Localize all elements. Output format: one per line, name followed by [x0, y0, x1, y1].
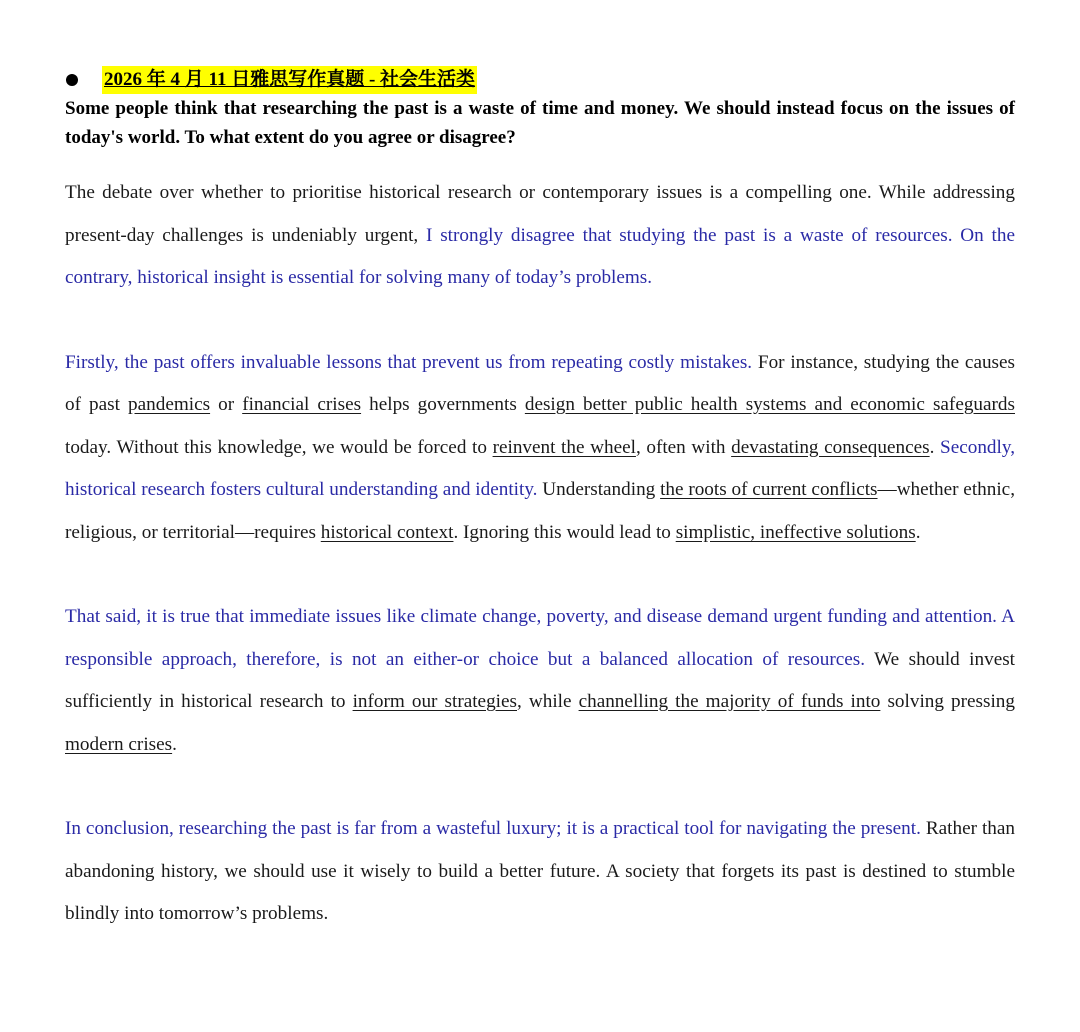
- essay-document: [65, 66, 1015, 936]
- body1-text: helps governments: [361, 394, 525, 415]
- bullet-icon: [66, 74, 78, 86]
- paragraph-body-1: [65, 342, 1015, 555]
- body2-text: .: [172, 733, 177, 755]
- highlight-phrase: historical context: [320, 521, 454, 543]
- topic-sentence-2: Secondly, historical research fosters cultural understanding and identity.: [65, 436, 1015, 500]
- paragraph-introduction: [65, 172, 1015, 300]
- essay-title: 2026 年 4 月 11 日雅思写作真题 - 社会生活类: [102, 66, 477, 94]
- body1-text: .: [915, 521, 921, 543]
- highlight-phrase: the roots of current conflicts: [660, 479, 878, 500]
- paragraph-conclusion: [65, 808, 1015, 936]
- topic-sentence-3: That said, it is true that immediate issues like climate change, poverty, and disease demand urgent funding and attention. A responsible approach, therefore, is not an either-or choice but a balanced allocation of resources.: [65, 606, 1015, 670]
- highlight-phrase: pandemics: [128, 394, 211, 415]
- body2-text: We should invest sufficiently in historical research to: [65, 648, 1016, 712]
- highlight-phrase: simplistic, ineffective solutions: [675, 521, 916, 543]
- highlight-phrase: channelling the majority of funds into: [578, 691, 881, 712]
- body2-text: , while: [517, 691, 579, 712]
- title-line: [65, 66, 1015, 94]
- body1-text: Understanding: [537, 479, 661, 500]
- highlight-phrase: modern crises: [65, 733, 173, 755]
- conclusion-text: Rather than abandoning history, we should use it wisely to build a better future. A society that forgets its past is destined to stumble blindly into tomorrow’s problems.: [65, 818, 1015, 924]
- highlight-phrase: financial crises: [242, 394, 362, 415]
- body1-text: For instance, studying the causes of past: [65, 351, 1016, 415]
- essay-question: Some people think that researching the past is a waste of time and money. We should instead focus on the issues of today's world. To what extent do you agree or disagree?: [65, 98, 1015, 148]
- highlight-phrase: reinvent the wheel: [492, 436, 636, 458]
- body1-text: . Ignoring this would lead to: [453, 521, 676, 543]
- body1-text: , often with: [635, 436, 732, 458]
- intro-thesis: I strongly disagree that studying the past is a waste of resources. On the contrary, historical insight is essential for solving many of today’s problems.: [65, 224, 1015, 288]
- highlight-phrase: inform our strategies: [352, 691, 517, 712]
- topic-sentence-1: Firstly, the past offers invaluable lessons that prevent us from repeating costly mistakes.: [65, 351, 753, 373]
- body1-text: .: [929, 436, 941, 458]
- body1-text: today. Without this knowledge, we would be forced to: [65, 436, 493, 458]
- body1-text: —whether ethnic, religious, or territorial—requires: [65, 479, 1015, 543]
- body1-text: or: [210, 394, 243, 415]
- paragraph-body-2: [65, 596, 1015, 766]
- body2-text: solving pressing: [880, 691, 1015, 712]
- conclusion-thesis: In conclusion, researching the past is far from a wasteful luxury; it is a practical tool for navigating the present.: [65, 818, 921, 839]
- intro-text: The debate over whether to prioritise historical research or contemporary issues is a compelling one. While addressing present-day challenges is undeniably urgent,: [65, 182, 1015, 246]
- highlight-phrase: devastating consequences: [731, 436, 930, 458]
- highlight-phrase: design better public health systems and economic safeguards: [524, 394, 1015, 415]
